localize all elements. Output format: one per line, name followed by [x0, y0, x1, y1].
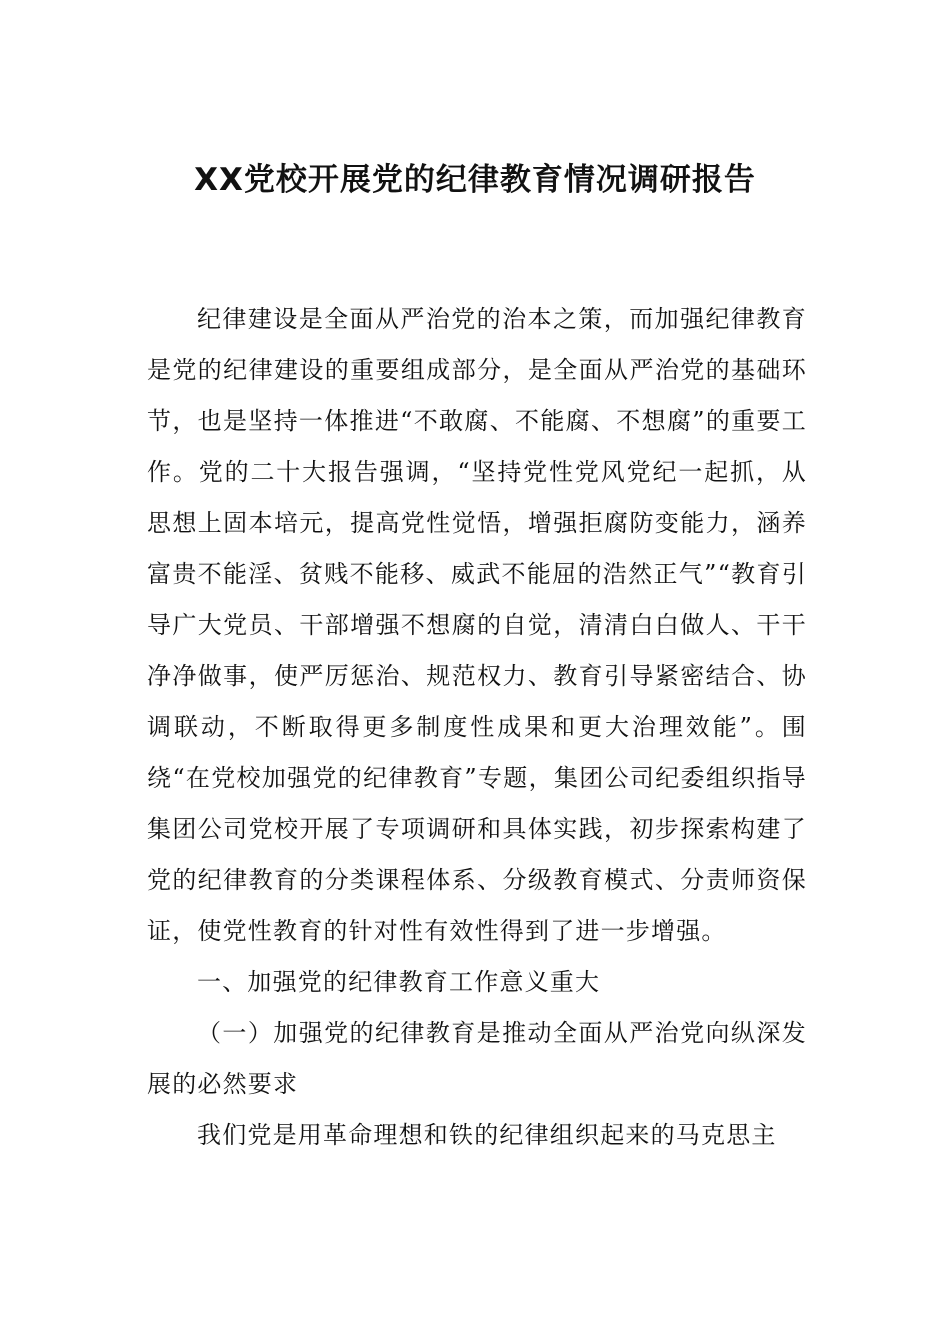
document-title: XX党校开展党的纪律教育情况调研报告: [194, 162, 756, 198]
document-body: [147, 294, 807, 1161]
section-heading-1: 一、加强党的纪律教育工作意义重大: [197, 968, 601, 996]
intro-paragraph: 纪律建设是全面从严治党的治本之策，而加强纪律教育是党的纪律建设的重要组成部分，是全面从严治党的基础环节，也是坚持一体推进“不敢腐、不能腐、不想腐”的重要工作。党的二十大报告强调，“坚持党性党风党纪一起抓，从思想上固本培元，提高党性觉悟，增强拒腐防变能力，涵养富贵不能淫、贫贱不能移、威武不能屈的浩然正气”“教育引导广大党员、干部增强不想腐的自觉，清清白白做人、干干净净做事，使严厉惩治、规范权力、教育引导紧密结合、协调联动，不断取得更多制度性成果和更大治理效能”。围绕“在党校加强党的纪律教育”专题，集团公司纪委组织指导集团公司党校开展了专项调研和具体实践，初步探索构建了党的纪律教育的分类课程体系、分级教育模式、分责师资保证，使党性教育的针对性有效性得到了进一步增强。: [147, 305, 807, 945]
subsection-heading-1: （一）加强党的纪律教育是推动全面从严治党向纵深发展的必然要求: [147, 1019, 807, 1098]
body-paragraph-2: 我们党是用革命理想和铁的纪律组织起来的马克思主: [197, 1121, 777, 1149]
